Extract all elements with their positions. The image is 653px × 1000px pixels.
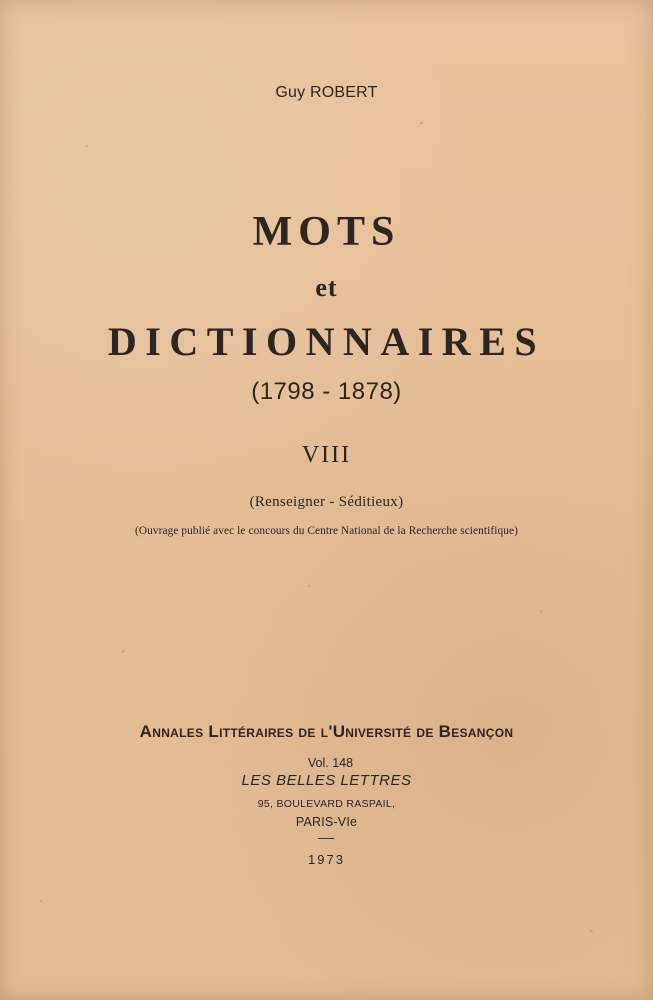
publisher-name: LES BELLES LETTRES <box>241 772 412 789</box>
paper-speck <box>590 930 593 932</box>
paper-speck <box>40 900 42 902</box>
publication-credit: (Ouvrage publié avec le concours du Centre National de la Recherche scientifique) <box>135 525 518 537</box>
series-volume: Vol. 148 <box>307 756 354 770</box>
publication-year: 1973 <box>308 852 345 867</box>
volume-number: VIII <box>301 442 352 468</box>
paper-speck <box>308 585 310 587</box>
date-range: (1798 - 1878) <box>251 378 402 405</box>
title-line-1: MOTS <box>252 209 401 255</box>
title-line-2: et <box>315 273 338 302</box>
paper-speck <box>420 122 423 124</box>
word-range: (Renseigner - Séditieux) <box>249 494 404 510</box>
paper-speck <box>540 610 542 613</box>
title-line-3: DICTIONNAIRES <box>107 319 546 364</box>
author-name: Guy ROBERT <box>275 84 378 101</box>
paper-speck <box>86 145 88 147</box>
publisher-address: 95, BOULEVARD RASPAIL, <box>257 798 396 810</box>
publisher-city: PARIS-VIe <box>295 815 358 829</box>
paper-speck <box>122 650 125 653</box>
series-title: Annales Littéraires de l'Université de Besançon <box>139 722 514 741</box>
divider-rule <box>318 838 334 839</box>
